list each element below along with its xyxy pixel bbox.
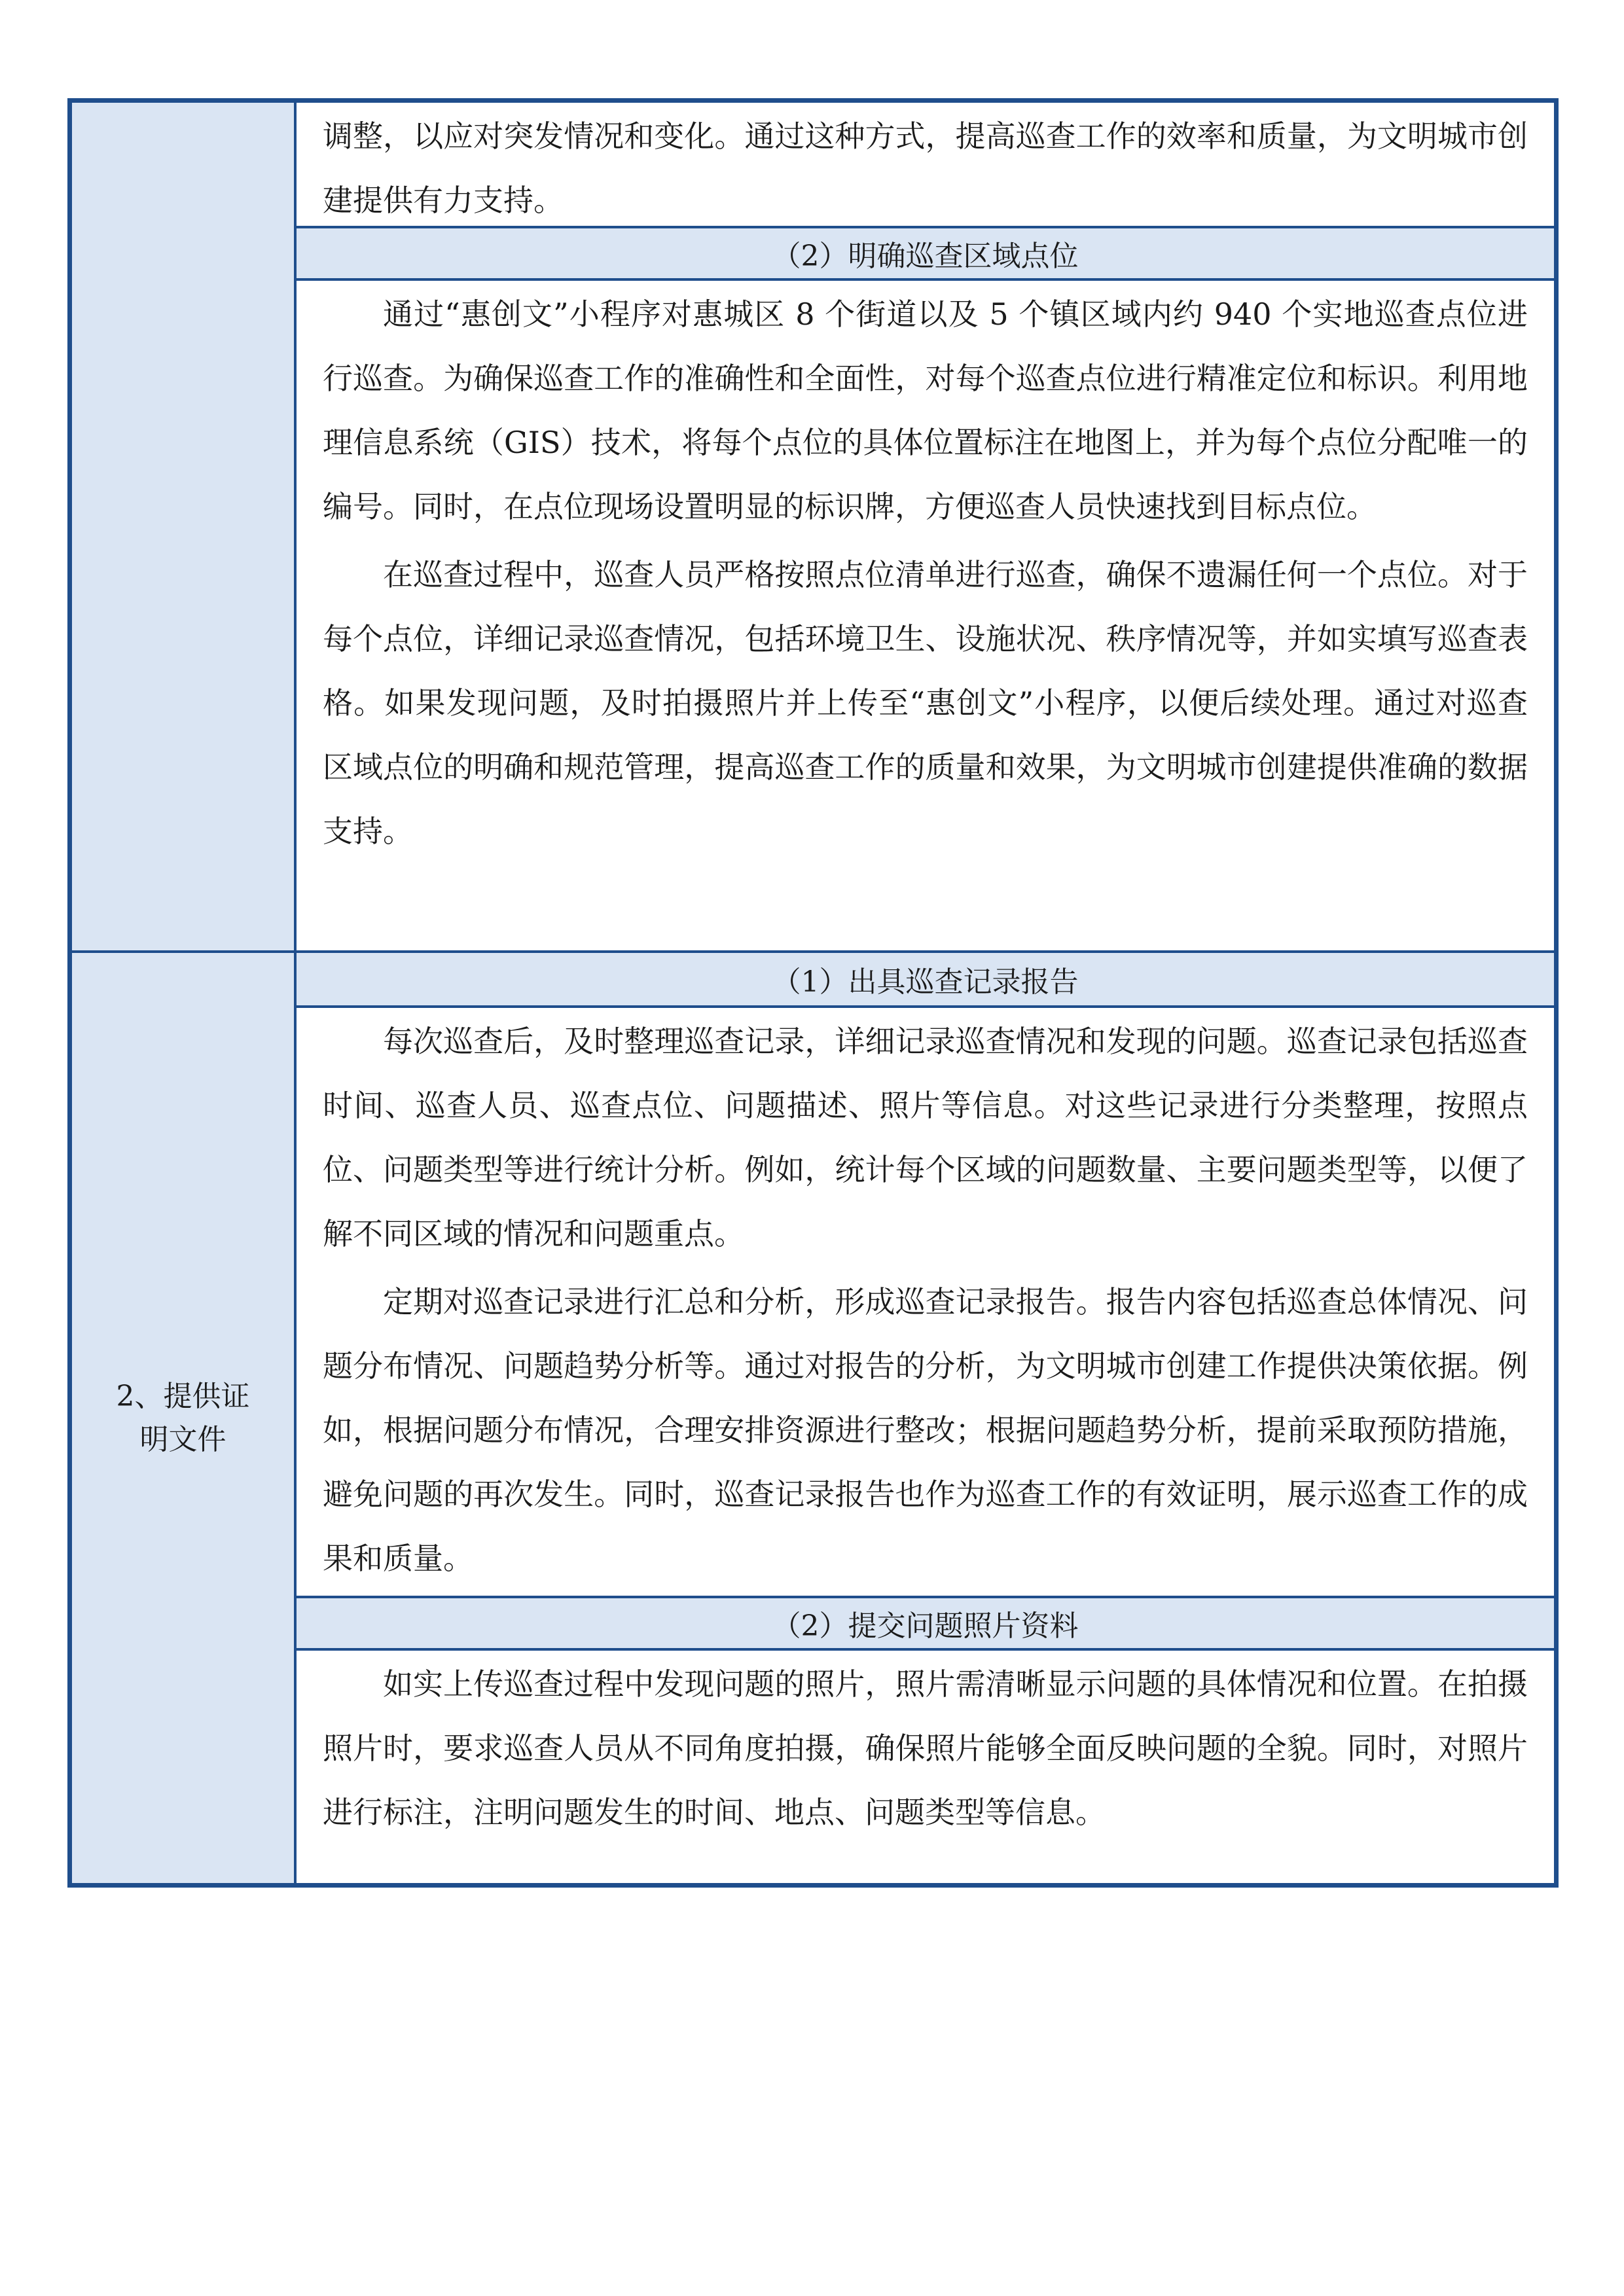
record-report-body [297, 1008, 1554, 1596]
section-header-photo-materials: （2）提交问题照片资料 [297, 1596, 1554, 1651]
row1-label-cell [72, 103, 297, 953]
continuation-paragraph: 调整，以应对突发情况和变化。通过这种方式，提高巡查工作的效率和质量，为文明城市创建提供有力支持。 [323, 118, 1528, 218]
section-header-record-report: （1）出具巡查记录报告 [297, 953, 1554, 1008]
row1-content-cell [297, 103, 1554, 953]
photo-materials-paragraph-1: 如实上传巡查过程中发现问题的照片，照片需清晰显示问题的具体情况和位置。在拍摄照片时，要求巡查人员从不同角度拍摄，确保照片能够全面反映问题的全貌。同时，对照片进行标注，注明问题发生的时间、地点、问题类型等信息。 [323, 1666, 1528, 1830]
section-header-define-points: （2）明确巡查区域点位 [297, 226, 1554, 281]
row2-content-cell [297, 953, 1554, 1883]
record-report-paragraph-1: 每次巡查后，及时整理巡查记录，详细记录巡查情况和发现的问题。巡查记录包括巡查时间、巡查人员、巡查点位、问题描述、照片等信息。对这些记录进行分类整理，按照点位、问题类型等进行统计分析。例如，统计每个区域的问题数量、主要问题类型等，以便了解不同区域的情况和问题重点。 [323, 1024, 1528, 1251]
define-points-paragraph-2: 在巡查过程中，巡查人员严格按照点位清单进行巡查，确保不遗漏任何一个点位。对于每个点位，详细记录巡查情况，包括环境卫生、设施状况、秩序情况等，并如实填写巡查表格。如果发现问题，及时拍摄照片并上传至“惠创文”小程序，以便后续处理。通过对巡查区域点位的明确和规范管理，提高巡查工作的质量和效果，为文明城市创建提供准确的数据支持。 [323, 557, 1528, 849]
row2-label: 2、提供证明文件 [116, 1379, 250, 1456]
continuation-block [297, 103, 1554, 226]
define-points-body [297, 281, 1554, 869]
define-points-paragraph-1: 通过“惠创文”小程序对惠城区 8 个街道以及 5 个镇区域内约 940 个实地巡查点位进行巡查。为确保巡查工作的准确性和全面性，对每个巡查点位进行精准定位和标识。利用地理信息系统（GIS）技术，将每个点位的具体位置标注在地图上，并为每个点位分配唯一的编号。同时，在点位现场设置明显的标识牌，方便巡查人员快速找到目标点位。 [323, 296, 1528, 524]
row2-label-cell [72, 953, 297, 1883]
content-table [67, 98, 1559, 1888]
photo-materials-body [297, 1651, 1554, 1850]
record-report-paragraph-2: 定期对巡查记录进行汇总和分析，形成巡查记录报告。报告内容包括巡查总体情况、问题分布情况、问题趋势分析等。通过对报告的分析，为文明城市创建工作提供决策依据。例如，根据问题分布情况，合理安排资源进行整改；根据问题趋势分析，提前采取预防措施，避免问题的再次发生。同时，巡查记录报告也作为巡查工作的有效证明，展示巡查工作的成果和质量。 [323, 1284, 1528, 1576]
